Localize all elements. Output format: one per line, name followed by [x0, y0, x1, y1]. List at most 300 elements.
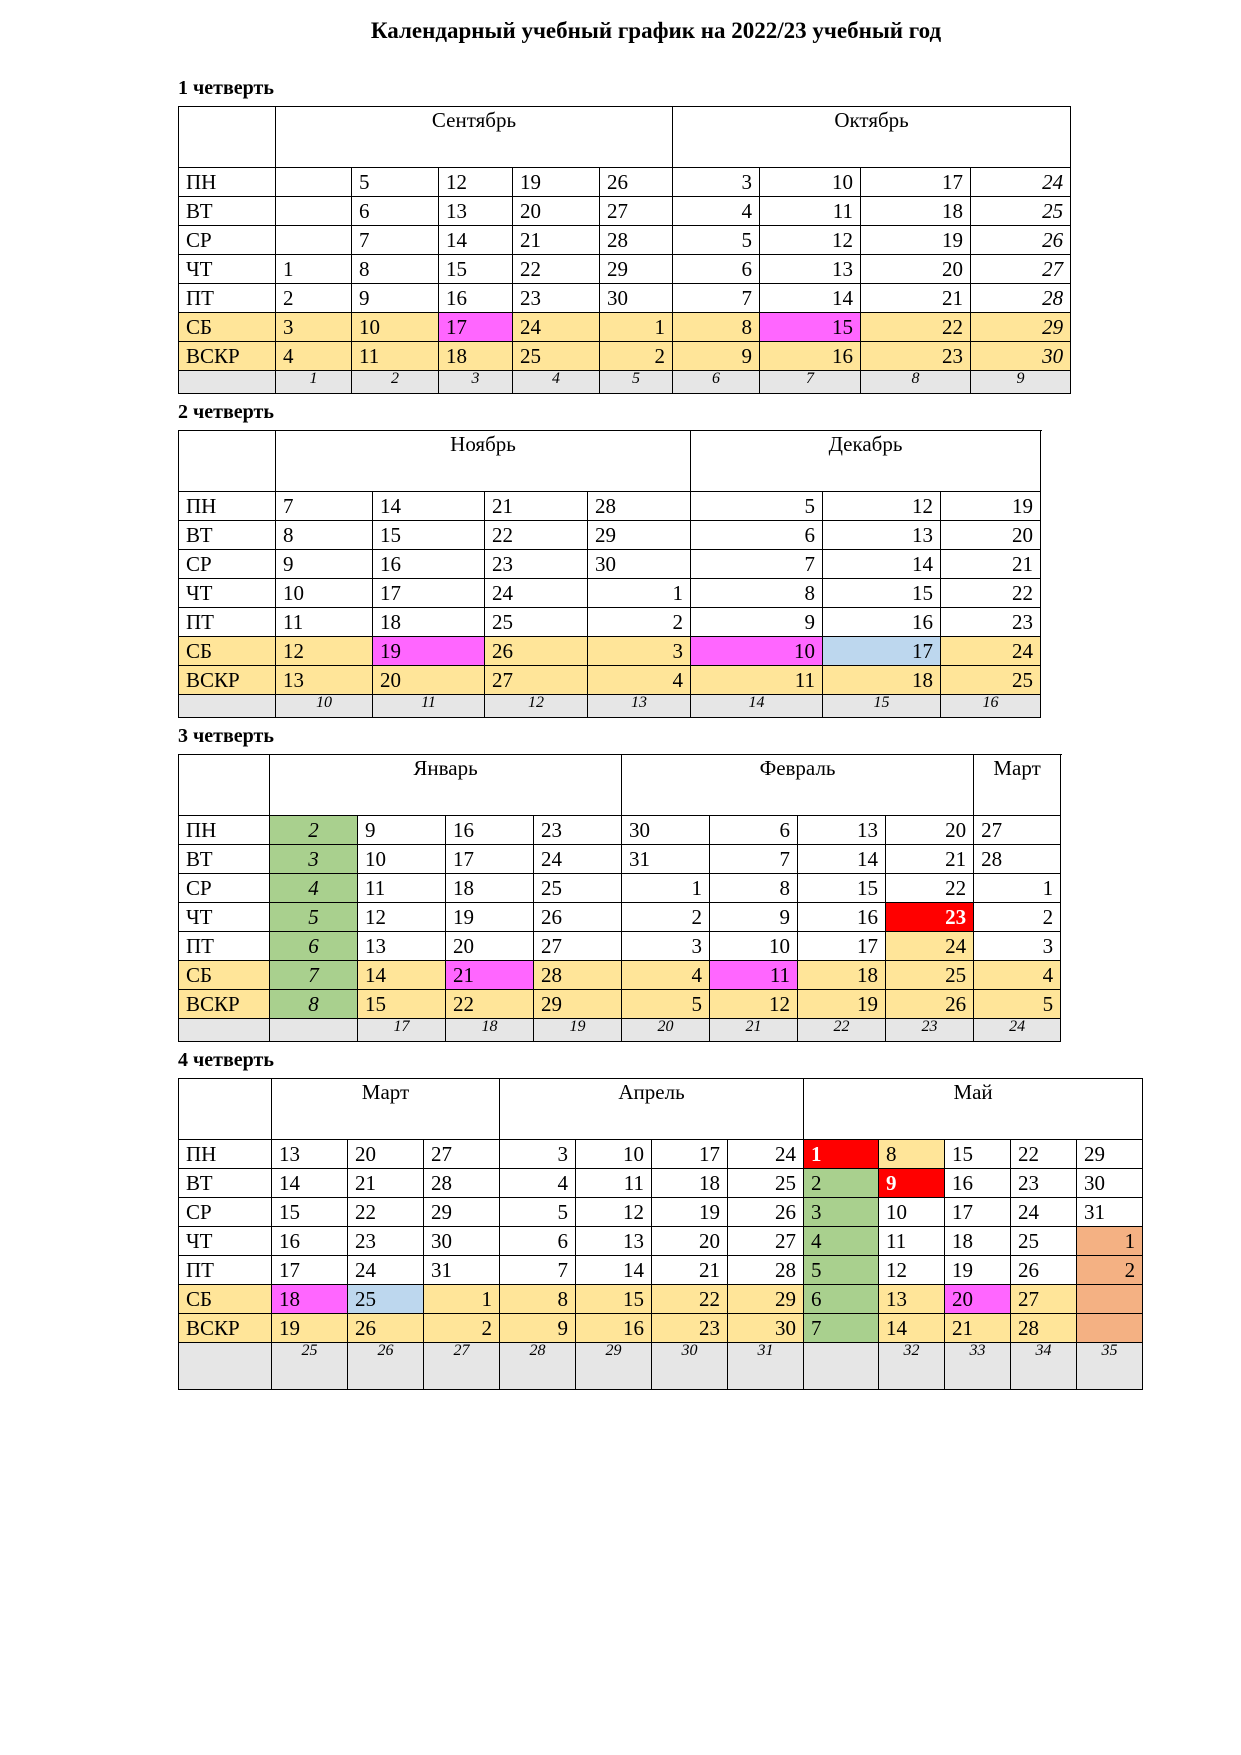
date-cell: 6 [352, 197, 439, 226]
date-cell: 20 [446, 932, 534, 961]
header-corner [179, 755, 270, 816]
date-cell: 2 [270, 816, 358, 845]
week-number: 9 [971, 371, 1071, 394]
date-cell: 15 [272, 1198, 348, 1227]
date-cell: 8 [710, 874, 798, 903]
date-cell: 10 [879, 1198, 945, 1227]
date-cell: 3 [588, 637, 691, 666]
date-cell: 23 [534, 816, 622, 845]
date-cell: 27 [534, 932, 622, 961]
date-cell: 28 [728, 1256, 804, 1285]
week-number: 32 [879, 1343, 945, 1390]
week-number: 24 [974, 1019, 1061, 1042]
date-cell: 3 [500, 1140, 576, 1169]
date-cell: 7 [804, 1314, 879, 1343]
day-row [179, 961, 1061, 990]
day-row [179, 608, 1041, 637]
date-cell: 3 [673, 168, 760, 197]
weekday-label: ПТ [179, 932, 270, 961]
weekday-label: ПН [179, 1140, 272, 1169]
day-row [179, 521, 1041, 550]
date-cell: 23 [348, 1227, 424, 1256]
day-row [179, 255, 1071, 284]
date-cell: 17 [373, 579, 485, 608]
date-cell: 27 [728, 1227, 804, 1256]
week-number: 35 [1077, 1343, 1143, 1390]
date-cell: 9 [673, 342, 760, 371]
date-cell: 1 [424, 1285, 500, 1314]
date-cell: 18 [861, 197, 971, 226]
date-cell: 13 [358, 932, 446, 961]
weekday-label: ВТ [179, 197, 276, 226]
date-cell: 22 [348, 1198, 424, 1227]
date-cell: 4 [622, 961, 710, 990]
day-row [179, 874, 1061, 903]
date-cell: 20 [652, 1227, 728, 1256]
date-cell: 20 [513, 197, 600, 226]
weekday-label: ЧТ [179, 255, 276, 284]
date-cell: 12 [576, 1198, 652, 1227]
week-number: 7 [760, 371, 861, 394]
day-row [179, 1169, 1143, 1198]
date-cell: 1 [600, 313, 673, 342]
date-cell: 19 [373, 637, 485, 666]
date-cell: 16 [798, 903, 886, 932]
date-cell: 30 [728, 1314, 804, 1343]
weekday-label: СБ [179, 1285, 272, 1314]
date-cell: 10 [691, 637, 823, 666]
date-cell: 15 [823, 579, 941, 608]
date-cell: 2 [804, 1169, 879, 1198]
weekday-label: СР [179, 1198, 272, 1227]
quarter-2-label: 2 четверть [178, 401, 274, 423]
date-cell: 3 [974, 932, 1061, 961]
date-cell: 9 [358, 816, 446, 845]
date-cell: 29 [588, 521, 691, 550]
month-header: Март [974, 755, 1061, 816]
weekday-label: ВСКР [179, 1314, 272, 1343]
weekday-label: ВСКР [179, 990, 270, 1019]
date-cell: 13 [272, 1140, 348, 1169]
date-cell: 14 [272, 1169, 348, 1198]
date-cell: 26 [348, 1314, 424, 1343]
date-cell: 8 [352, 255, 439, 284]
date-cell: 22 [513, 255, 600, 284]
date-cell: 26 [886, 990, 974, 1019]
week-row-label [179, 695, 276, 718]
date-cell: 10 [760, 168, 861, 197]
weekday-label: ВСКР [179, 666, 276, 695]
date-cell: 22 [652, 1285, 728, 1314]
week-number: 10 [276, 695, 373, 718]
date-cell: 9 [691, 608, 823, 637]
date-cell: 24 [941, 637, 1041, 666]
date-cell: 18 [823, 666, 941, 695]
date-cell: 16 [439, 284, 513, 313]
date-cell: 27 [971, 255, 1071, 284]
weekday-label: СР [179, 226, 276, 255]
week-number: 19 [534, 1019, 622, 1042]
week-number: 21 [710, 1019, 798, 1042]
date-cell: 25 [534, 874, 622, 903]
date-cell: 17 [652, 1140, 728, 1169]
day-row [179, 1227, 1143, 1256]
date-cell: 12 [439, 168, 513, 197]
date-cell: 16 [576, 1314, 652, 1343]
date-cell: 14 [373, 492, 485, 521]
week-number: 20 [622, 1019, 710, 1042]
quarter-2-table [178, 430, 1041, 718]
date-cell: 16 [823, 608, 941, 637]
weekday-label: ВТ [179, 1169, 272, 1198]
day-row [179, 226, 1071, 255]
date-cell: 20 [886, 816, 974, 845]
date-cell: 25 [971, 197, 1071, 226]
date-cell: 1 [804, 1140, 879, 1169]
date-cell: 13 [576, 1227, 652, 1256]
date-cell [1077, 1285, 1143, 1314]
date-cell: 21 [886, 845, 974, 874]
date-cell: 29 [600, 255, 673, 284]
date-cell: 13 [760, 255, 861, 284]
date-cell: 16 [272, 1227, 348, 1256]
date-cell: 15 [798, 874, 886, 903]
week-number: 6 [673, 371, 760, 394]
month-header: Май [804, 1079, 1143, 1140]
date-cell: 27 [600, 197, 673, 226]
date-cell: 24 [348, 1256, 424, 1285]
day-row [179, 492, 1041, 521]
date-cell: 25 [513, 342, 600, 371]
month-header: Февраль [622, 755, 974, 816]
weekday-label: ПН [179, 492, 276, 521]
date-cell: 7 [673, 284, 760, 313]
month-header: Март [272, 1079, 500, 1140]
quarter-4-table [178, 1078, 1143, 1390]
day-row [179, 1198, 1143, 1227]
date-cell [276, 168, 352, 197]
date-cell: 1 [1077, 1227, 1143, 1256]
week-number: 1 [276, 371, 352, 394]
date-cell: 28 [424, 1169, 500, 1198]
header-corner [179, 1079, 272, 1140]
day-row [179, 903, 1061, 932]
date-cell: 11 [276, 608, 373, 637]
date-cell: 3 [276, 313, 352, 342]
date-cell: 29 [424, 1198, 500, 1227]
week-number: 15 [823, 695, 941, 718]
weekday-label: СБ [179, 961, 270, 990]
date-cell: 4 [974, 961, 1061, 990]
day-row [179, 932, 1061, 961]
date-cell: 24 [513, 313, 600, 342]
date-cell: 8 [276, 521, 373, 550]
date-cell: 28 [600, 226, 673, 255]
week-number: 5 [600, 371, 673, 394]
header-corner [179, 431, 276, 492]
week-number: 26 [348, 1343, 424, 1390]
date-cell: 30 [622, 816, 710, 845]
date-cell: 18 [272, 1285, 348, 1314]
date-cell: 25 [348, 1285, 424, 1314]
weekday-label: ПТ [179, 608, 276, 637]
date-cell: 7 [270, 961, 358, 990]
week-number [270, 1019, 358, 1042]
date-cell: 25 [886, 961, 974, 990]
weekday-label: СБ [179, 313, 276, 342]
date-cell: 6 [500, 1227, 576, 1256]
date-cell: 26 [728, 1198, 804, 1227]
day-row [179, 990, 1061, 1019]
date-cell: 15 [373, 521, 485, 550]
date-cell: 18 [798, 961, 886, 990]
date-cell: 11 [879, 1227, 945, 1256]
date-cell: 5 [352, 168, 439, 197]
date-cell: 13 [798, 816, 886, 845]
date-cell: 4 [588, 666, 691, 695]
week-number: 11 [373, 695, 485, 718]
month-header: Январь [270, 755, 622, 816]
date-cell: 26 [1011, 1256, 1077, 1285]
date-cell: 17 [446, 845, 534, 874]
date-cell: 1 [622, 874, 710, 903]
date-cell: 5 [974, 990, 1061, 1019]
date-cell: 21 [652, 1256, 728, 1285]
date-cell: 19 [272, 1314, 348, 1343]
week-number: 33 [945, 1343, 1011, 1390]
date-cell: 23 [886, 903, 974, 932]
week-number: 14 [691, 695, 823, 718]
date-cell: 3 [270, 845, 358, 874]
date-cell: 18 [439, 342, 513, 371]
date-cell: 27 [1011, 1285, 1077, 1314]
date-cell: 18 [446, 874, 534, 903]
date-cell: 26 [600, 168, 673, 197]
date-cell: 9 [500, 1314, 576, 1343]
date-cell: 11 [691, 666, 823, 695]
date-cell: 17 [439, 313, 513, 342]
date-cell: 21 [348, 1169, 424, 1198]
date-cell: 19 [446, 903, 534, 932]
day-row [179, 1314, 1143, 1343]
date-cell: 30 [588, 550, 691, 579]
date-cell: 15 [760, 313, 861, 342]
date-cell: 24 [485, 579, 588, 608]
date-cell: 8 [500, 1285, 576, 1314]
date-cell: 28 [974, 845, 1061, 874]
week-number: 13 [588, 695, 691, 718]
week-number: 34 [1011, 1343, 1077, 1390]
date-cell: 6 [691, 521, 823, 550]
date-cell: 28 [534, 961, 622, 990]
weekday-label: ЧТ [179, 903, 270, 932]
date-cell: 17 [272, 1256, 348, 1285]
date-cell: 14 [358, 961, 446, 990]
weekday-label: ПН [179, 816, 270, 845]
week-number: 2 [352, 371, 439, 394]
day-row [179, 342, 1071, 371]
week-number: 16 [941, 695, 1041, 718]
date-cell: 19 [652, 1198, 728, 1227]
date-cell [276, 197, 352, 226]
date-cell: 7 [276, 492, 373, 521]
date-cell: 14 [879, 1314, 945, 1343]
day-row [179, 1285, 1143, 1314]
date-cell: 2 [276, 284, 352, 313]
date-cell: 26 [971, 226, 1071, 255]
date-cell: 27 [974, 816, 1061, 845]
date-cell: 14 [576, 1256, 652, 1285]
date-cell: 21 [485, 492, 588, 521]
date-cell: 2 [588, 608, 691, 637]
date-cell: 7 [352, 226, 439, 255]
date-cell: 19 [861, 226, 971, 255]
date-cell: 27 [485, 666, 588, 695]
weekday-label: ПН [179, 168, 276, 197]
date-cell: 24 [886, 932, 974, 961]
date-cell: 17 [861, 168, 971, 197]
date-cell: 5 [804, 1256, 879, 1285]
weekday-label: ВТ [179, 845, 270, 874]
date-cell: 6 [710, 816, 798, 845]
date-cell: 12 [276, 637, 373, 666]
date-cell: 11 [358, 874, 446, 903]
date-cell: 21 [945, 1314, 1011, 1343]
date-cell: 14 [760, 284, 861, 313]
date-cell: 28 [1011, 1314, 1077, 1343]
date-cell: 23 [861, 342, 971, 371]
date-cell: 23 [485, 550, 588, 579]
date-cell: 2 [974, 903, 1061, 932]
week-number: 28 [500, 1343, 576, 1390]
week-number: 22 [798, 1019, 886, 1042]
day-row [179, 197, 1071, 226]
date-cell: 27 [424, 1140, 500, 1169]
date-cell: 2 [1077, 1256, 1143, 1285]
day-row [179, 637, 1041, 666]
date-cell: 30 [1077, 1169, 1143, 1198]
date-cell: 23 [1011, 1169, 1077, 1198]
date-cell: 20 [373, 666, 485, 695]
date-cell: 4 [500, 1169, 576, 1198]
date-cell: 12 [710, 990, 798, 1019]
date-cell: 20 [861, 255, 971, 284]
date-cell: 22 [861, 313, 971, 342]
date-cell: 20 [941, 521, 1041, 550]
date-cell: 5 [500, 1198, 576, 1227]
weekday-label: ПТ [179, 284, 276, 313]
date-cell: 24 [971, 168, 1071, 197]
date-cell: 17 [823, 637, 941, 666]
date-cell: 10 [358, 845, 446, 874]
date-cell: 11 [576, 1169, 652, 1198]
date-cell: 21 [861, 284, 971, 313]
date-cell: 31 [622, 845, 710, 874]
date-cell: 16 [760, 342, 861, 371]
week-row-label [179, 1343, 272, 1390]
date-cell: 13 [879, 1285, 945, 1314]
date-cell: 19 [941, 492, 1041, 521]
date-cell: 28 [588, 492, 691, 521]
date-cell: 19 [798, 990, 886, 1019]
date-cell: 18 [945, 1227, 1011, 1256]
week-number: 12 [485, 695, 588, 718]
date-cell: 17 [945, 1198, 1011, 1227]
quarter-3-label: 3 четверть [178, 725, 274, 747]
weekday-label: ЧТ [179, 579, 276, 608]
date-cell: 15 [945, 1140, 1011, 1169]
date-cell: 7 [710, 845, 798, 874]
date-cell: 2 [622, 903, 710, 932]
date-cell: 12 [879, 1256, 945, 1285]
week-number: 31 [728, 1343, 804, 1390]
date-cell: 18 [652, 1169, 728, 1198]
date-cell: 3 [804, 1198, 879, 1227]
date-cell: 19 [945, 1256, 1011, 1285]
date-cell: 25 [485, 608, 588, 637]
date-cell: 16 [446, 816, 534, 845]
weekday-label: СБ [179, 637, 276, 666]
date-cell: 5 [691, 492, 823, 521]
date-cell: 10 [710, 932, 798, 961]
date-cell: 21 [446, 961, 534, 990]
date-cell: 13 [276, 666, 373, 695]
week-number: 4 [513, 371, 600, 394]
day-row [179, 666, 1041, 695]
date-cell: 8 [691, 579, 823, 608]
week-number [804, 1343, 879, 1390]
date-cell: 15 [576, 1285, 652, 1314]
date-cell: 28 [971, 284, 1071, 313]
date-cell: 30 [424, 1227, 500, 1256]
date-cell: 16 [373, 550, 485, 579]
date-cell: 4 [276, 342, 352, 371]
date-cell: 25 [1011, 1227, 1077, 1256]
date-cell: 4 [673, 197, 760, 226]
date-cell: 29 [971, 313, 1071, 342]
day-row [179, 168, 1071, 197]
day-row [179, 284, 1071, 313]
date-cell: 13 [823, 521, 941, 550]
date-cell: 18 [373, 608, 485, 637]
date-cell: 7 [691, 550, 823, 579]
date-cell: 4 [270, 874, 358, 903]
date-cell: 6 [673, 255, 760, 284]
date-cell: 20 [348, 1140, 424, 1169]
date-cell: 10 [352, 313, 439, 342]
day-row [179, 313, 1071, 342]
date-cell: 31 [424, 1256, 500, 1285]
date-cell: 24 [1011, 1198, 1077, 1227]
weekday-label: СР [179, 874, 270, 903]
date-cell: 1 [974, 874, 1061, 903]
date-cell: 22 [886, 874, 974, 903]
date-cell: 14 [798, 845, 886, 874]
date-cell: 30 [971, 342, 1071, 371]
week-number: 25 [272, 1343, 348, 1390]
date-cell: 2 [600, 342, 673, 371]
date-cell: 23 [652, 1314, 728, 1343]
date-cell: 8 [673, 313, 760, 342]
date-cell: 23 [513, 284, 600, 313]
week-number: 3 [439, 371, 513, 394]
day-row [179, 1140, 1143, 1169]
date-cell: 26 [534, 903, 622, 932]
day-row [179, 579, 1041, 608]
date-cell: 26 [485, 637, 588, 666]
date-cell: 20 [945, 1285, 1011, 1314]
date-cell: 1 [276, 255, 352, 284]
